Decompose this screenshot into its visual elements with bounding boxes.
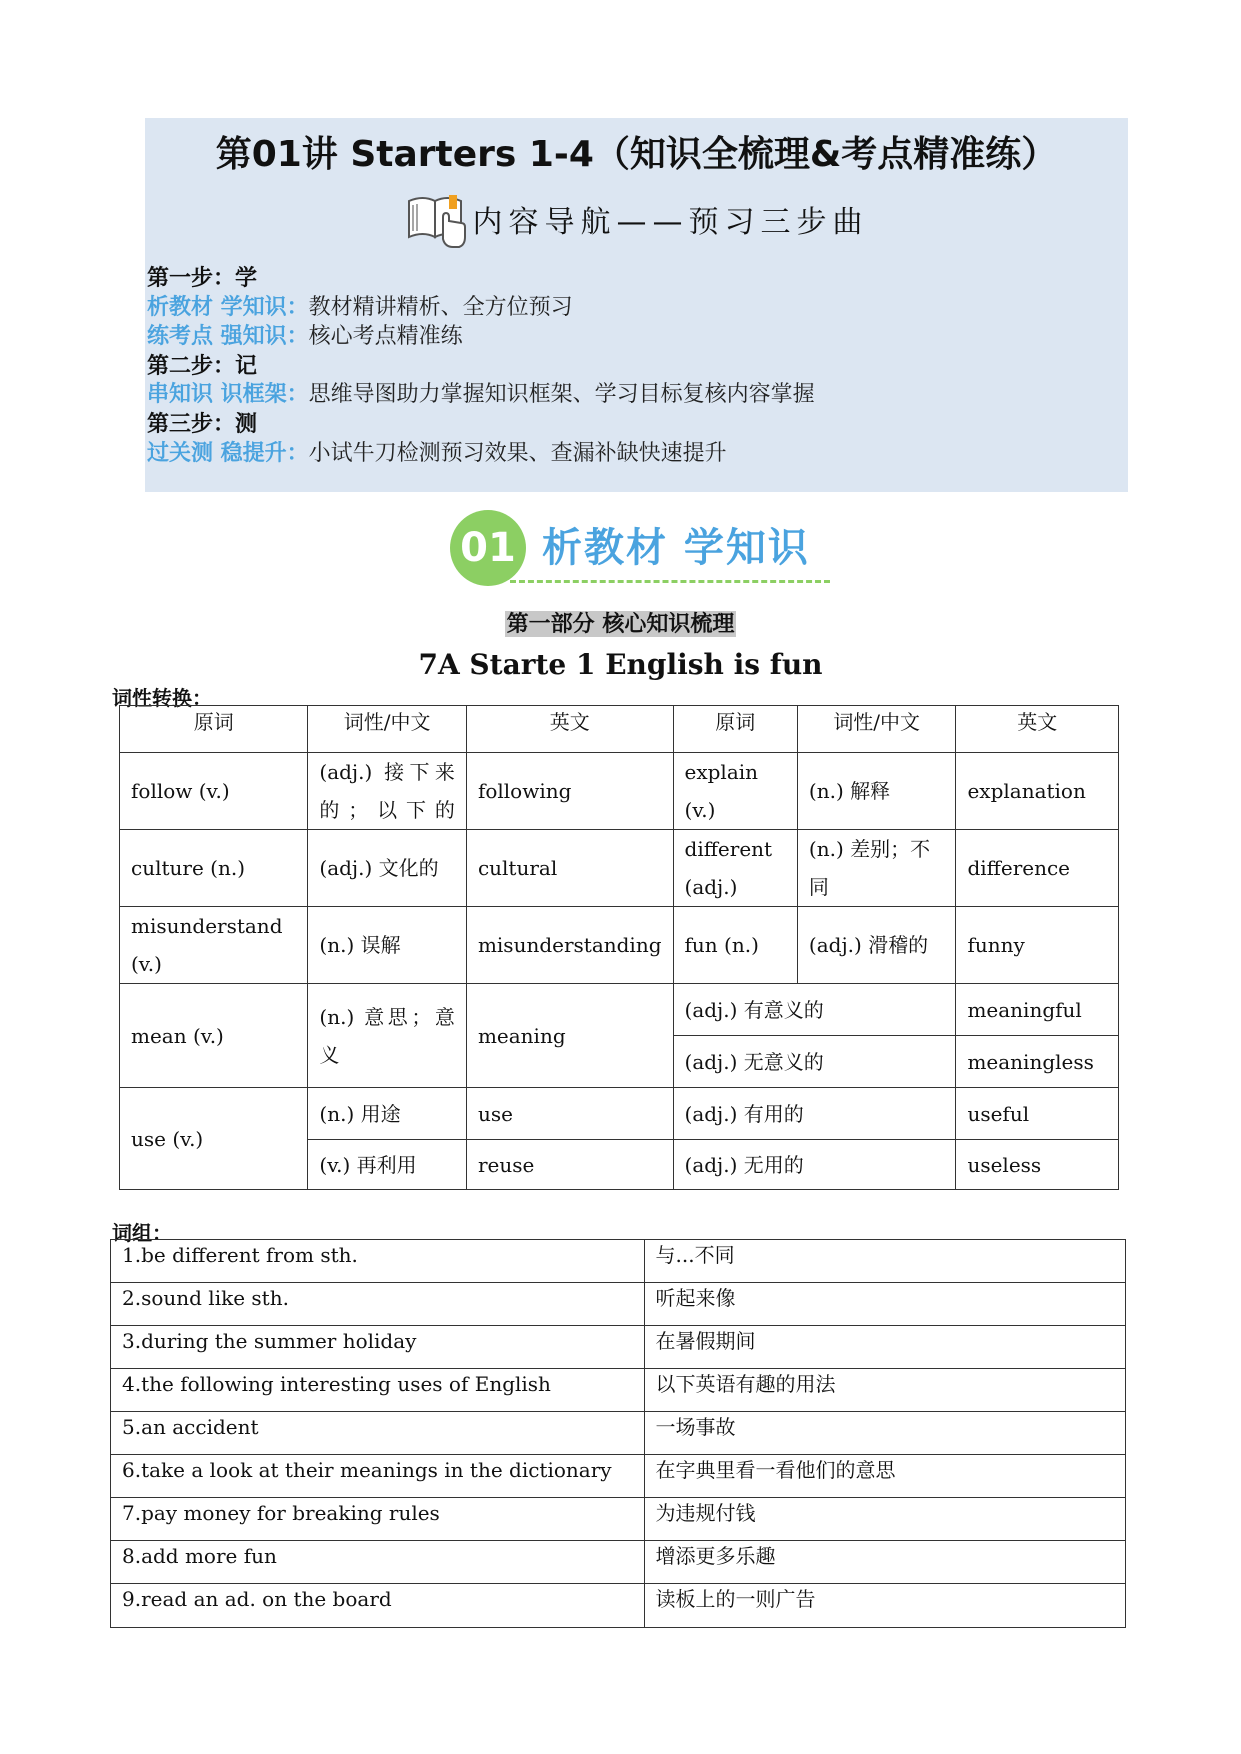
table-row: (v.) 再利用 reuse (adj.) 无用的 useless [120, 1140, 1119, 1190]
table-row [111, 1369, 1126, 1412]
phrase-english: 6.take a look at their meanings in the dictionary [111, 1455, 645, 1498]
section-underline [510, 580, 830, 583]
phrases-table [110, 1239, 1126, 1628]
page-title: 第01讲 Starters 1-4（知识全梳理&考点精准练） [215, 134, 1058, 175]
phrase-chinese: 在字典里看一看他们的意思 [644, 1455, 1126, 1498]
table-row: culture (n.) (adj.) 文化的 cultural different (adj.) (n.) 差别；不同 difference [120, 830, 1119, 907]
phrase-chinese: 一场事故 [644, 1412, 1126, 1455]
step-item: 练考点 强知识：核心考点精准练 [147, 323, 463, 350]
phrase-chinese: 读板上的一则广告 [644, 1584, 1126, 1628]
step-item: 串知识 识框架：思维导图助力掌握知识框架、学习目标复核内容掌握 [147, 381, 815, 408]
section-badge [450, 510, 830, 586]
table-row [111, 1541, 1126, 1584]
step-heading: 第二步：记 [147, 352, 258, 379]
phrase-chinese: 与...不同 [644, 1240, 1126, 1283]
nav-banner [145, 184, 1128, 254]
step-item: 过关测 稳提升：小试牛刀检测预习效果、查漏补缺快速提升 [147, 439, 727, 466]
step-heading: 第一步：学 [147, 265, 258, 291]
phrases-label: 词组： [112, 1221, 172, 1245]
phrase-english: 7.pay money for breaking rules [111, 1498, 645, 1541]
word-forms-label: 词性转换： [112, 686, 212, 710]
phrase-english: 2.sound like sth. [111, 1283, 645, 1326]
word-forms-table [119, 705, 1119, 1190]
phrase-english: 8.add more fun [111, 1541, 645, 1584]
table-row [111, 1584, 1126, 1628]
section-title: 析教材 学知识 [542, 525, 810, 571]
table-row [111, 1240, 1126, 1283]
phrase-english: 9.read an ad. on the board [111, 1584, 645, 1628]
unit-title: 7A Starte 1 English is fun [418, 648, 823, 681]
table-row: follow (v.) (adj.) 接下来的；以下的 following explain (v.) (n.) 解释 explanation [120, 753, 1119, 830]
phrase-english: 5.an accident [111, 1412, 645, 1455]
table-row [111, 1283, 1126, 1326]
table-row [111, 1412, 1126, 1455]
phrase-english: 4.the following interesting uses of English [111, 1369, 645, 1412]
step-item: 析教材 学知识：教材精讲精析、全方位预习 [147, 293, 573, 320]
table-row: use (v.) (n.) 用途 use (adj.) 有用的 useful [120, 1088, 1119, 1140]
table-row: mean (v.) (n.) 意思；意义 meaning (adj.) 有意义的 meaningful [120, 984, 1119, 1036]
table-row: (adj.) 无意义的 meaningless [120, 1036, 1119, 1088]
section-number: 01 [450, 510, 526, 586]
table-row [111, 1498, 1126, 1541]
book-pointer-icon [405, 187, 469, 251]
table-row [111, 1455, 1126, 1498]
step-heading: 第三步：测 [147, 410, 258, 437]
nav-text: 内容导航——预习三步曲 [472, 205, 869, 240]
header-panel [145, 118, 1128, 492]
phrase-chinese: 为违规付钱 [644, 1498, 1126, 1541]
phrase-chinese: 以下英语有趣的用法 [644, 1369, 1126, 1412]
table-header-row: 原词 词性/中文 英文 原词 词性/中文 英文 [120, 706, 1119, 753]
table-row: misunderstand (v.) (n.) 误解 misunderstanding fun (n.) (adj.) 滑稽的 funny [120, 907, 1119, 984]
table-row [111, 1326, 1126, 1369]
phrase-chinese: 听起来像 [644, 1283, 1126, 1326]
phrase-chinese: 增添更多乐趣 [644, 1541, 1126, 1584]
part-title: 第一部分 核心知识梳理 [506, 611, 735, 637]
phrase-english: 1.be different from sth. [111, 1240, 645, 1283]
phrase-chinese: 在暑假期间 [644, 1326, 1126, 1369]
step-list [147, 264, 815, 468]
phrase-english: 3.during the summer holiday [111, 1326, 645, 1369]
phrases-body [111, 1240, 1126, 1628]
